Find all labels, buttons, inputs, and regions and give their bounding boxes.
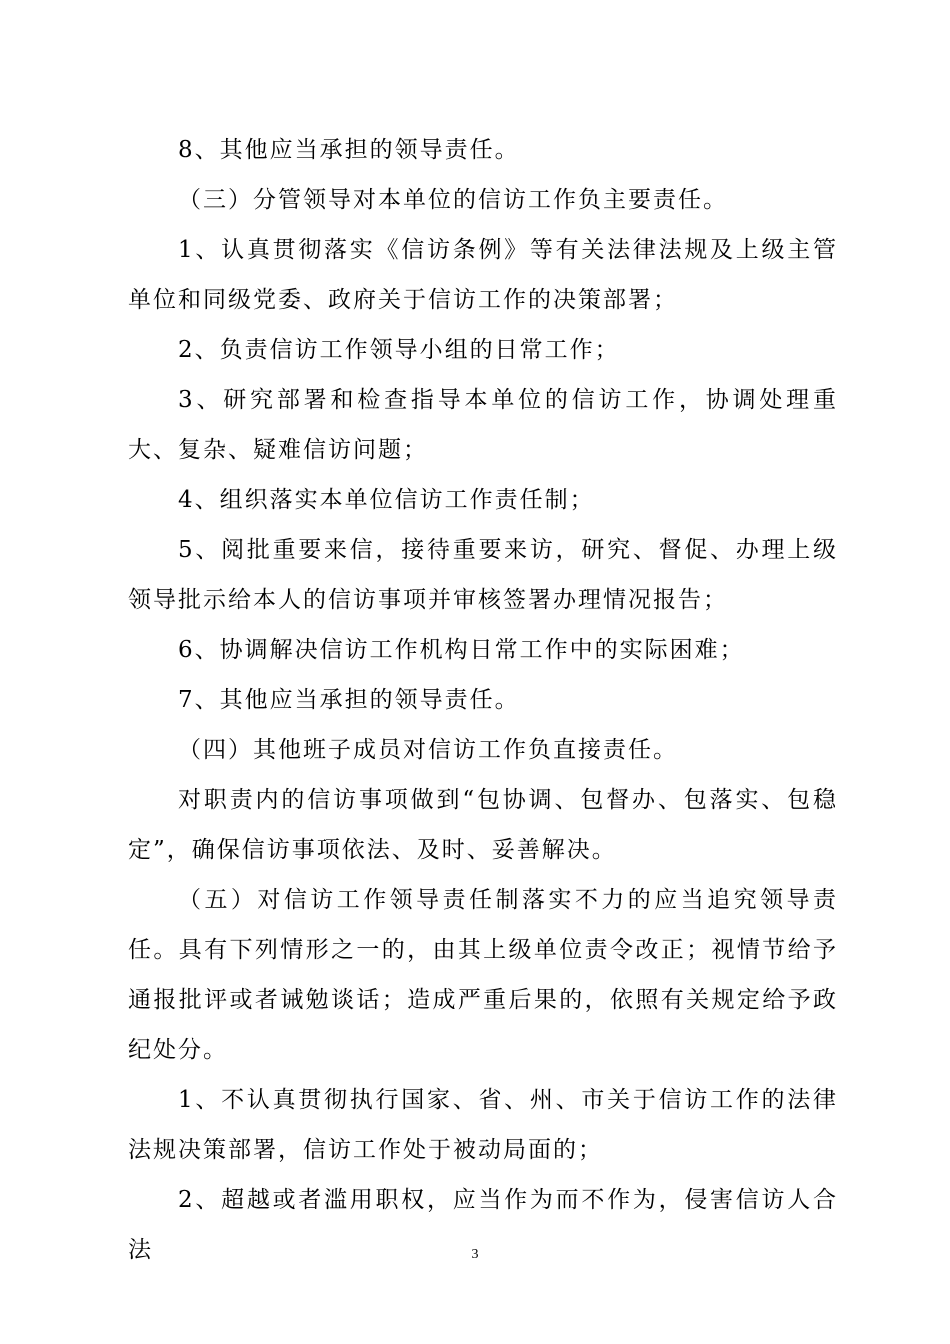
paragraph: 3、研究部署和检查指导本单位的信访工作，协调处理重大、复杂、疑难信访问题； — [128, 387, 838, 463]
paragraph: 2、超越或者滥用职权，应当作为而不作为，侵害信访人合法 — [128, 1187, 838, 1263]
page-number: 3 — [471, 1247, 479, 1262]
body-text — [128, 125, 838, 1275]
paragraph: 1、认真贯彻落实《信访条例》等有关法律法规及上级主管单位和同级党委、政府关于信访工作的决策部署； — [128, 237, 838, 313]
paragraph: 7、其他应当承担的领导责任。 — [178, 687, 520, 713]
paragraph: 8、其他应当承担的领导责任。 — [178, 137, 520, 163]
paragraph: （四）其他班子成员对信访工作负直接责任。 — [178, 737, 678, 763]
paragraph: 6、协调解决信访工作机构日常工作中的实际困难； — [178, 637, 745, 663]
paragraph: （三）分管领导对本单位的信访工作负主要责任。 — [178, 187, 728, 213]
paragraph: 4、组织落实本单位信访工作责任制； — [178, 487, 595, 513]
paragraph: 1、不认真贯彻执行国家、省、州、市关于信访工作的法律法规决策部署，信访工作处于被动局面的； — [128, 1087, 838, 1163]
paragraph: （五）对信访工作领导责任制落实不力的应当追究领导责任。具有下列情形之一的，由其上级单位责令改正；视情节给予通报批评或者诫勉谈话；造成严重后果的，依照有关规定给予政纪处分。 — [128, 887, 838, 1063]
paragraph: 2、负责信访工作领导小组的日常工作； — [178, 337, 620, 363]
paragraph: 5、阅批重要来信，接待重要来访，研究、督促、办理上级领导批示给本人的信访事项并审核签署办理情况报告； — [128, 537, 838, 613]
paragraph: 对职责内的信访事项做到“包协调、包督办、包落实、包稳定”，确保信访事项依法、及时、妥善解决。 — [128, 787, 838, 863]
